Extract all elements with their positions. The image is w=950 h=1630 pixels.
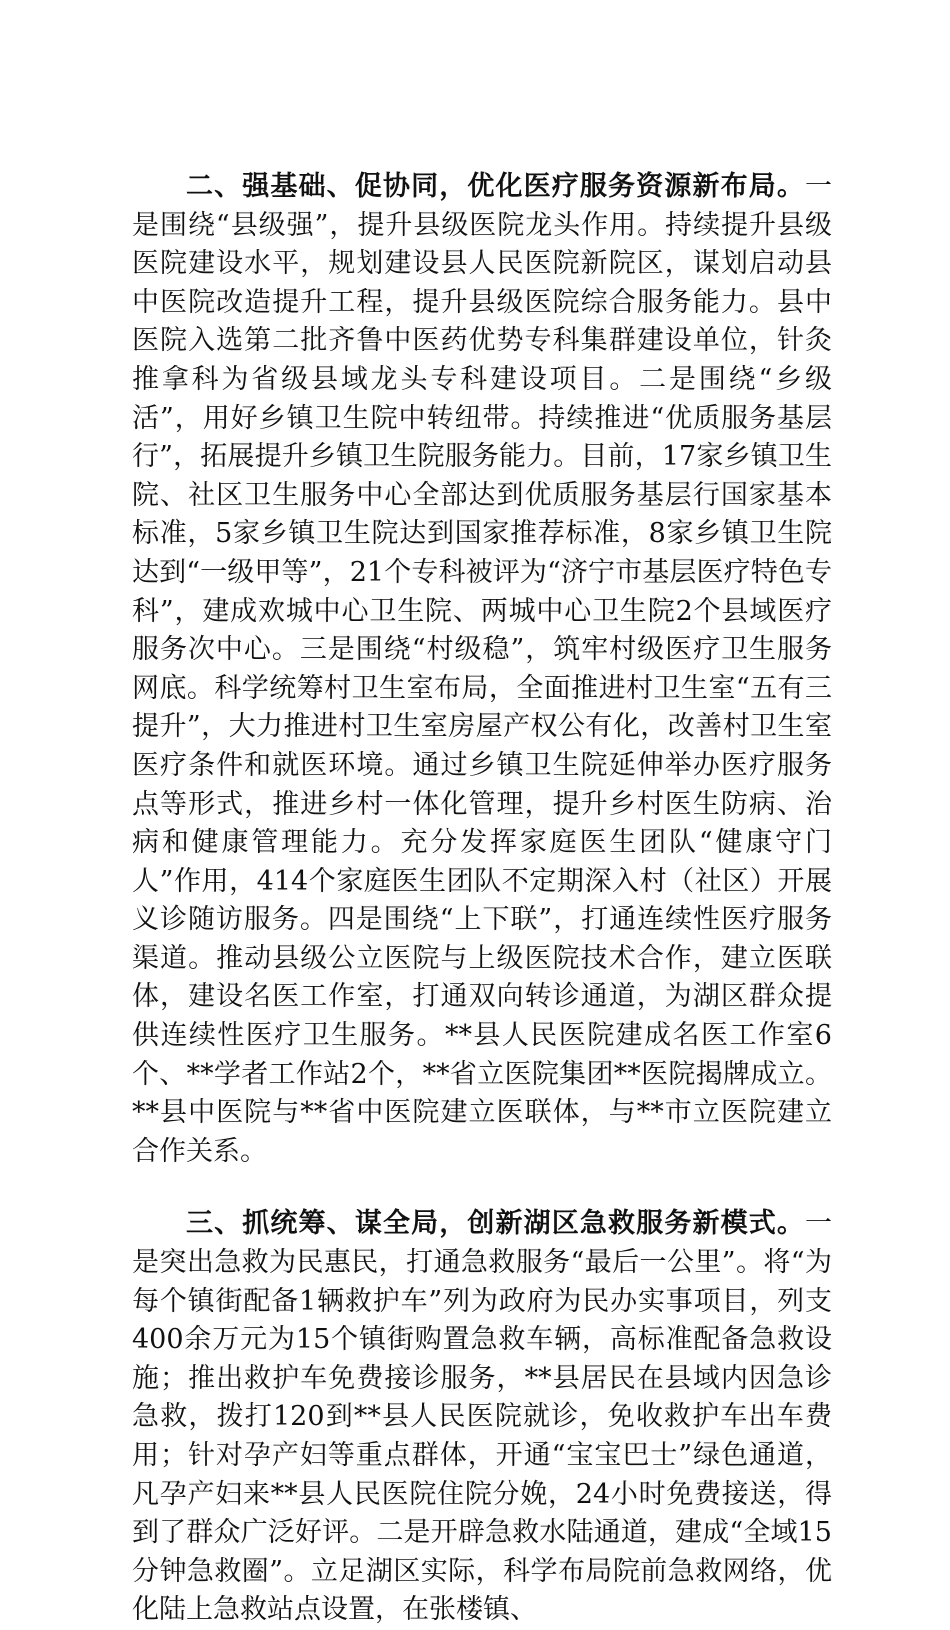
- document-body: [132, 168, 832, 1630]
- section-heading-3: 三、抓统筹、谋全局，创新湖区急救服务新模式。: [186, 1208, 805, 1240]
- section-paragraph-3: [132, 1205, 832, 1630]
- section-paragraph-2: [132, 168, 832, 1171]
- section-text-3: 一是突出急救为民惠民，打通急救服务“最后一公里”。将“为每个镇街配备1辆救护车”列为政府为民办实事项目，列支400余万元为15个镇街购置急救车辆，高标准配备急救设施；推出救护车免费接诊服务，**县居民在县域内因急诊急救，拨打120到**县人民医院就诊，免收救护车出车费用；针对孕产妇等重点群体，开通“宝宝巴士”绿色通道，凡孕产妇来**县人民医院住院分娩，24小时免费接送，得到了群众广泛好评。二是开辟急救水陆通道，建成“全域15分钟急救圈”。立足湖区实际，科学布局院前急救网络，优化陆上急救站点设置，在张楼镇、: [132, 1208, 832, 1626]
- section-text-2: 一是围绕“县级强”，提升县级医院龙头作用。持续提升县级医院建设水平，规划建设县人民医院新院区，谋划启动县中医院改造提升工程，提升县级医院综合服务能力。县中医院入选第二批齐鲁中医药优势专科集群建设单位，针灸推拿科为省级县域龙头专科建设项目。二是围绕“乡级活”，用好乡镇卫生院中转纽带。持续推进“优质服务基层行”，拓展提升乡镇卫生院服务能力。目前，17家乡镇卫生院、社区卫生服务中心全部达到优质服务基层行国家基本标准，5家乡镇卫生院达到国家推荐标准，8家乡镇卫生院达到“一级甲等”，21个专科被评为“济宁市基层医疗特色专科”，建成欢城中心卫生院、两城中心卫生院2个县域医疗服务次中心。三是围绕“村级稳”，筑牢村级医疗卫生服务网底。科学统筹村卫生室布局，全面推进村卫生室“五有三提升”，大力推进村卫生室房屋产权公有化，改善村卫生室医疗条件和就医环境。通过乡镇卫生院延伸举办医疗服务点等形式，推进乡村一体化管理，提升乡村医生防病、治病和健康管理能力。充分发挥家庭医生团队“健康守门人”作用，414个家庭医生团队不定期深入村（社区）开展义诊随访服务。四是围绕“上下联”，打通连续性医疗服务渠道。推动县级公立医院与上级医院技术合作，建立医联体，建设名医工作室，打通双向转诊通道，为湖区群众提供连续性医疗卫生服务。**县人民医院建成名医工作室6个、**学者工作站2个，**省立医院集团**医院揭牌成立。**县中医院与**省中医院建立医联体，与**市立医院建立合作关系。: [132, 171, 832, 1167]
- section-heading-2: 二、强基础、促协同，优化医疗服务资源新布局。: [186, 171, 805, 202]
